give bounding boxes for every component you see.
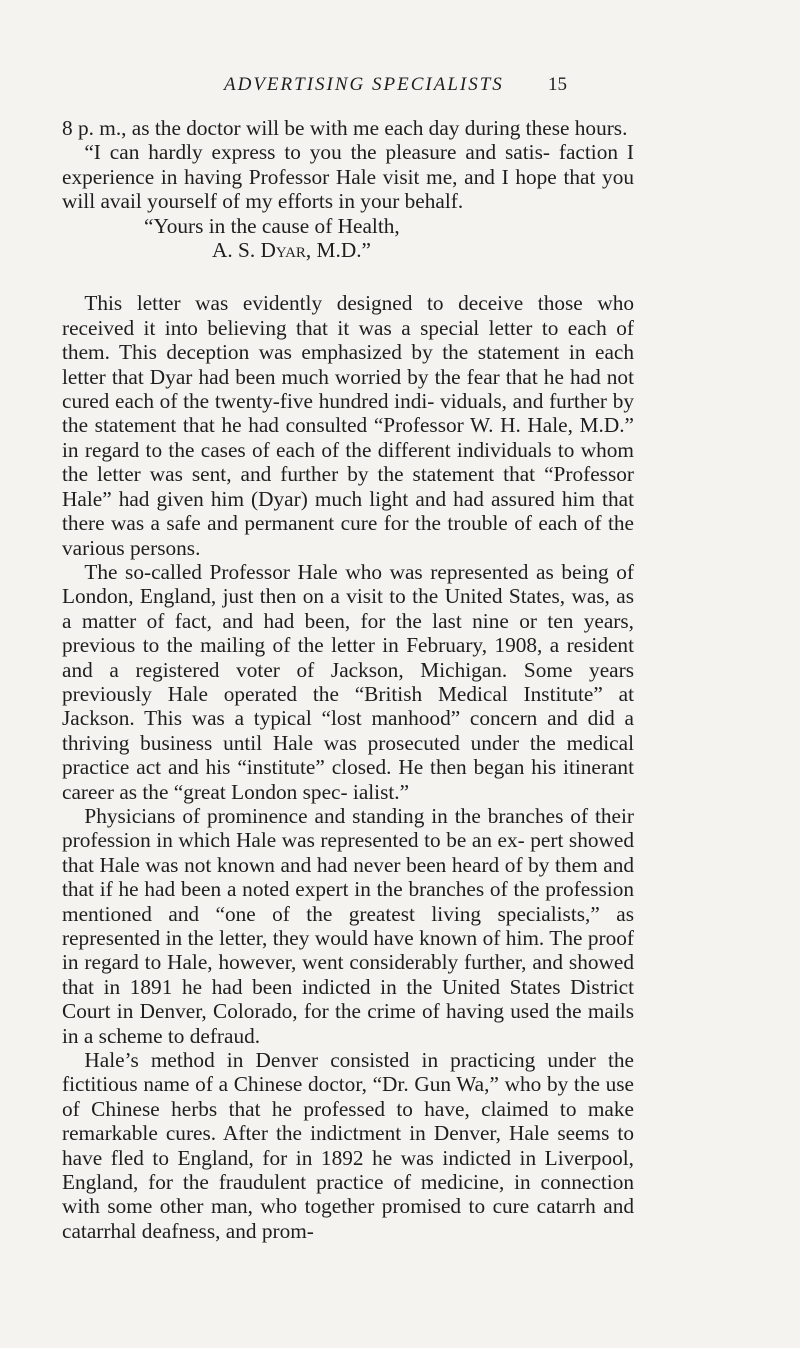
letter-signature: A. S. Dyar, M.D.”	[212, 238, 371, 263]
letter-closing: “Yours in the cause of Health,	[144, 213, 400, 238]
body-paragraph: The so-called Professor Hale who was represented as being of London, England, just then on a visit to the United States, was, as a matter of fact, and had been, for the last nine or ten years, previous to the mailing of the letter in February, 1908, a resident and a registered voter of Jackson, Michigan. Some years previously Hale operated the “British Medical Institute” at Jackson. This was a typical “lost manhood” concern and did a thriving business until Hale was prosecuted under the medical practice act and his “institute” closed. He then began his itinerant career as the “great London spec- ialist.”	[62, 559, 634, 804]
text-block	[62, 116, 634, 1243]
section-spacer	[62, 262, 634, 291]
running-head	[0, 74, 800, 102]
page-number: 15	[548, 74, 567, 95]
letter-paragraph: “I can hardly express to you the pleasure and satis- faction I experience in having Professor Hale visit me, and I hope that you will avail yourself of my efforts in your behalf.	[62, 140, 634, 214]
running-title: ADVERTISING SPECIALISTS	[224, 74, 504, 95]
letter-continuation: 8 p. m., as the doctor will be with me each day during these hours.	[62, 116, 628, 140]
body-paragraph: Physicians of prominence and standing in the branches of their profession in which Hale was represented to be an ex- pert showed that Hale was not known and had never been heard of by them and that if he had been a noted expert in the branches of the profession mentioned and “one of the greatest living specialists,” as represented in the letter, they would have known of him. The proof in regard to Hale, however, went considerably further, and showed that in 1891 he had been indicted in the United States District Court in Denver, Colorado, for the crime of having used the mails in a scheme to defraud.	[62, 803, 634, 1048]
body-paragraph: This letter was evidently designed to deceive those who received it into believing that it was a special letter to each of them. This deception was emphasized by the statement in each letter that Dyar had been much worried by the fear that he had not cured each of the twenty-five hundred indi- viduals, and further by the statement that he had consulted “Professor W. H. Hale, M.D.” in regard to the cases of each of the different individuals to whom the letter was sent, and further by the statement that “Professor Hale” had given him (Dyar) much light and had assured him that there was a safe and permanent cure for the trouble of each of the various persons.	[62, 291, 634, 560]
body-paragraph: Hale’s method in Denver consisted in practicing under the fictitious name of a Chinese doctor, “Dr. Gun Wa,” who by the use of Chinese herbs that he professed to have, claimed to make remarkable cures. After the indictment in Denver, Hale seems to have fled to England, for in 1892 he was indicted in Liverpool, England, for the fraudulent practice of medicine, in connection with some other man, who together promised to cure catarrh and catarrhal deafness, and prom-	[62, 1048, 634, 1243]
